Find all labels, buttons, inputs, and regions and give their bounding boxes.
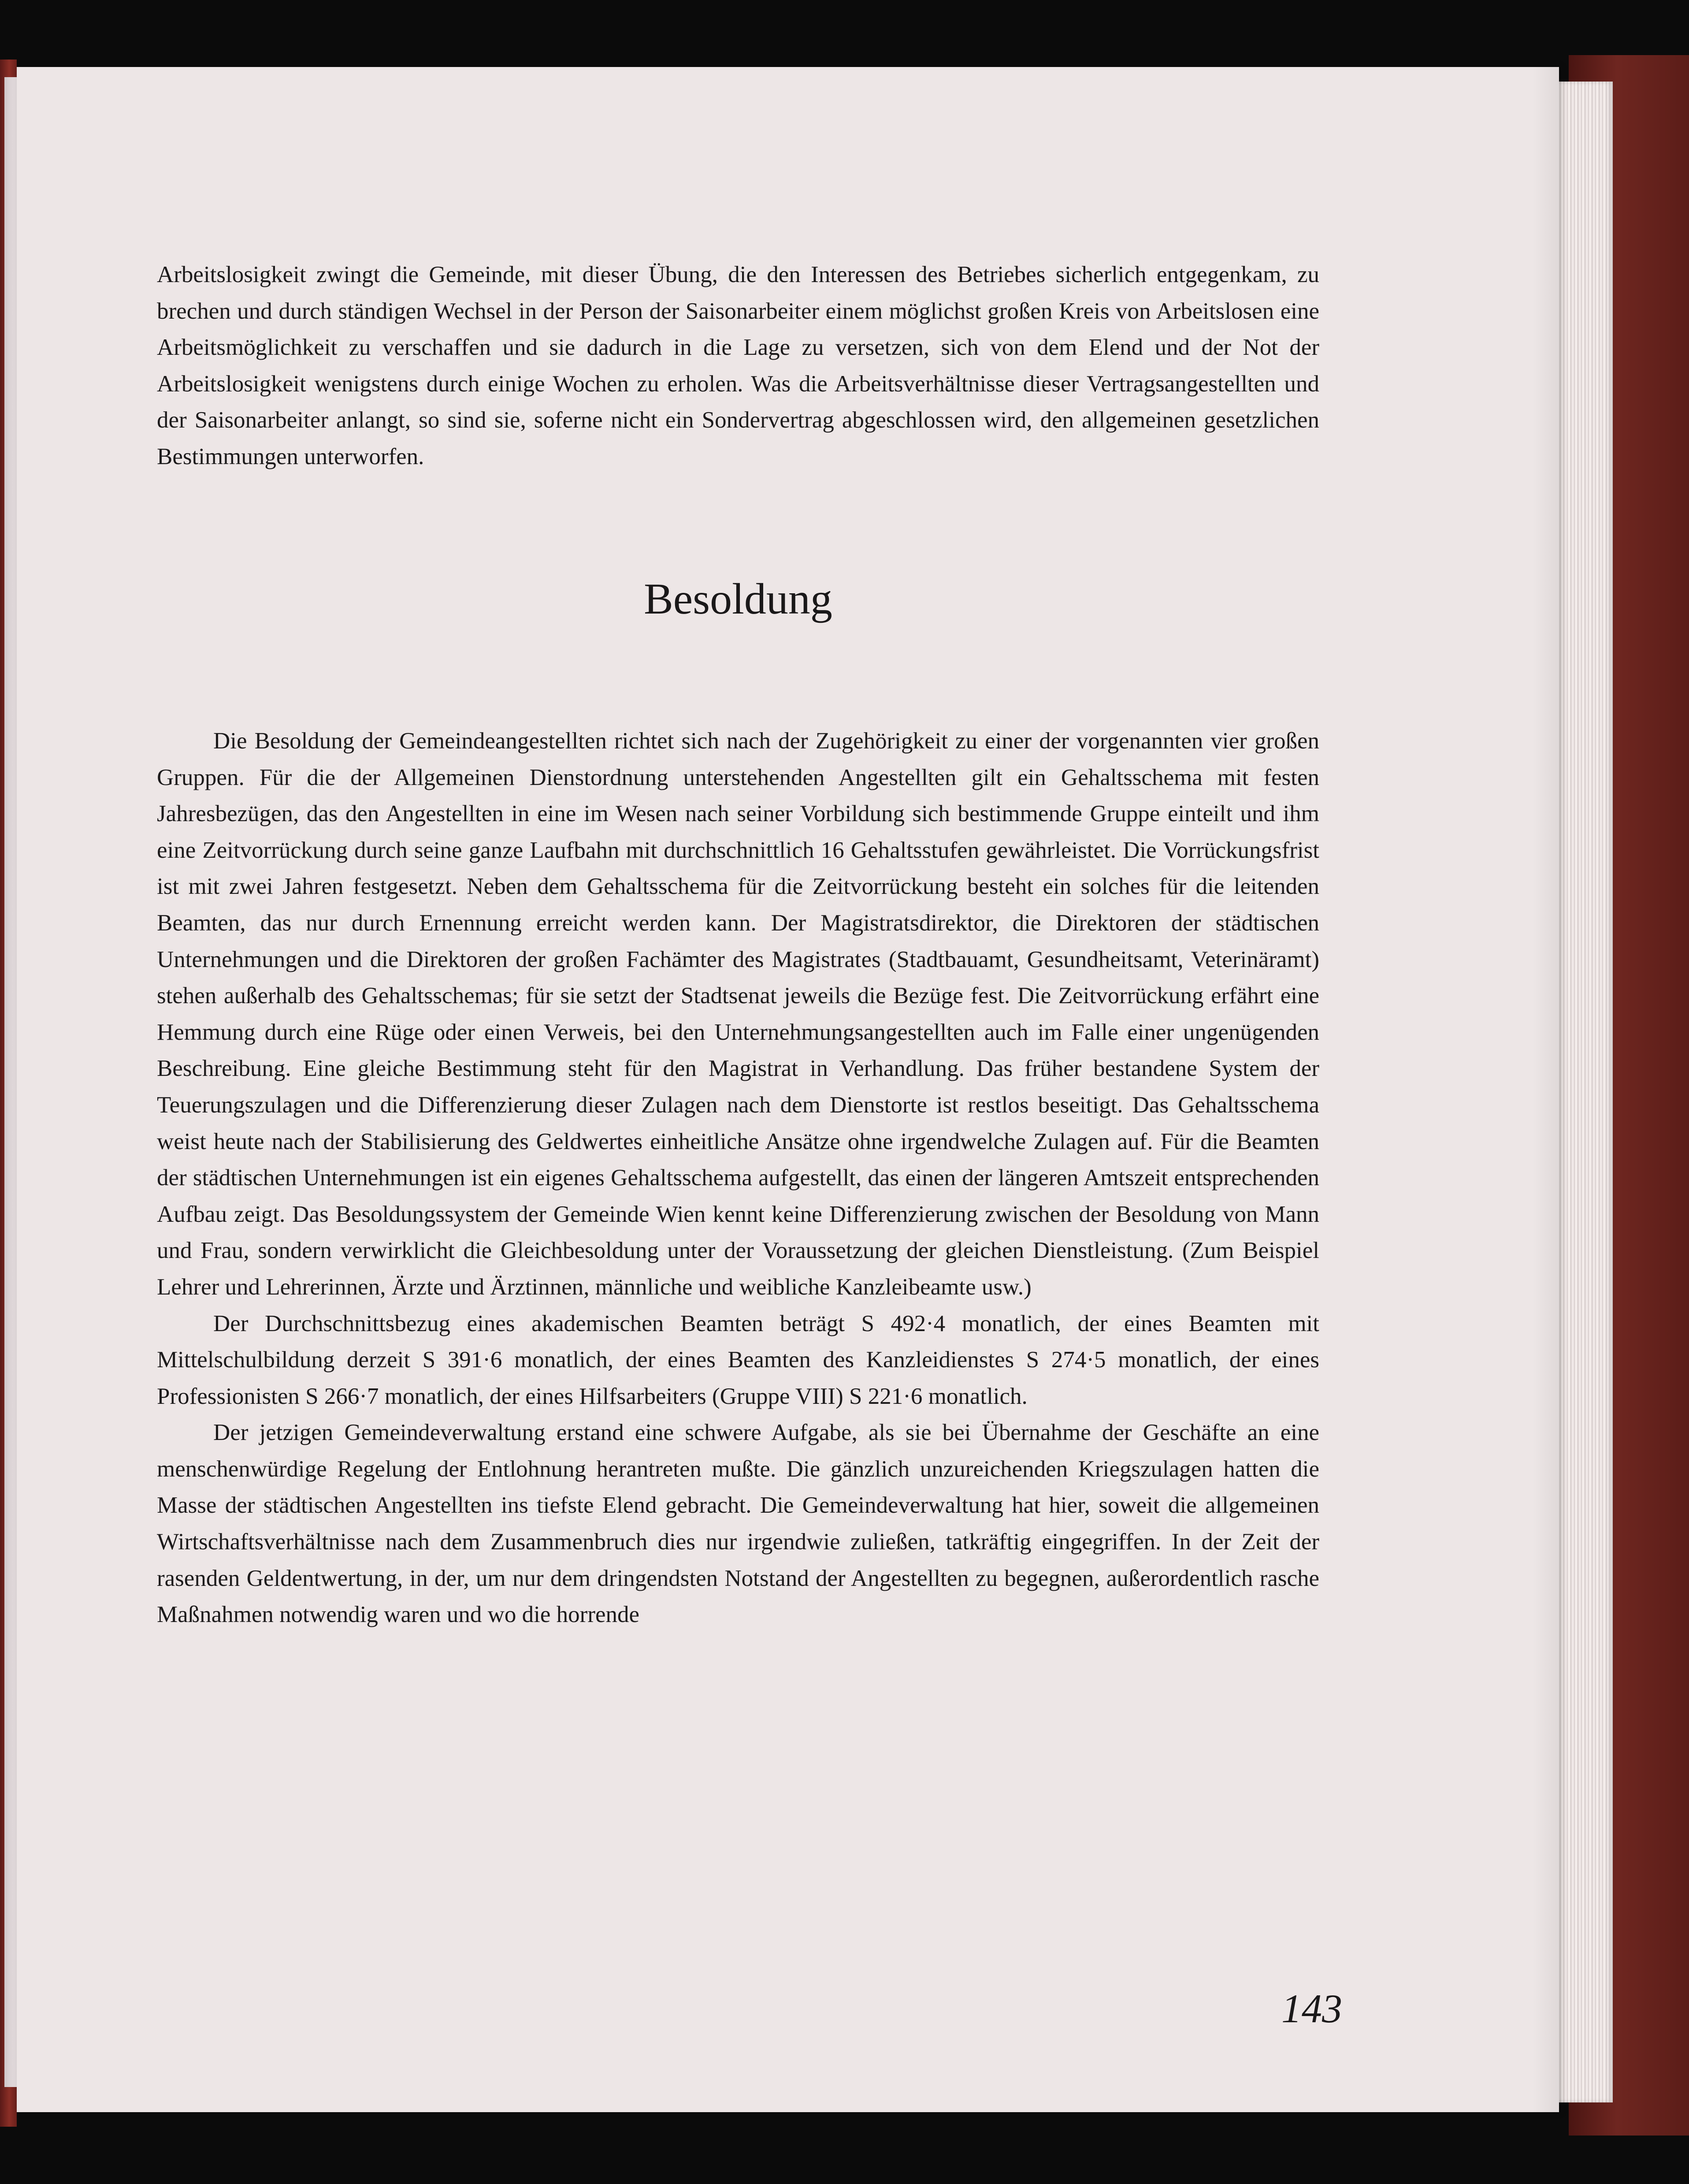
paragraph-besoldung-overview: Die Besoldung der Gemeindeangestellten richtet sich nach der Zugehörigkeit zu einer der vorgenannten vier großen Gruppen. Für die der Allgemeinen Dienstordnung unterstehenden Angestellten gilt ein Gehaltsschema mit festen Jahresbezügen, das den Angestellten in eine im Wesen nach seiner Vorbildung sich bestimmende Gruppe einteilt und ihm eine Zeitvorrückung durch seine ganze Laufbahn mit durchschnittlich 16 Gehaltsstufen gewährleistet. Die Vorrückungsfrist ist mit zwei Jahren festgesetzt. Neben dem Gehaltsschema für die Zeitvorrückung besteht ein solches für die leitenden Beamten, das nur durch Ernennung erreicht werden kann. Der Magistratsdirektor, die Direktoren der städtischen Unternehmungen und die Direktoren der großen Fachämter des Magistrates (Stadtbauamt, Gesundheitsamt, Veterinäramt) stehen außerhalb des Gehaltsschemas; für sie setzt der Stadtsenat jeweils die Bezüge fest. Die Zeitvorrückung erfährt eine Hemmung durch eine Rüge oder einen Verweis, bei den Unternehmungsangestellten auch im Falle einer ungenügenden Beschreibung. Eine gleiche Bestimmung steht für den Magistrat in Verhandlung. Das früher bestandene System der Teuerungszulagen und die Differenzierung dieser Zulagen nach dem Dienstorte ist restlos beseitigt. Das Gehaltsschema weist heute nach der Stabilisierung des Geldwertes einheitliche Ansätze ohne irgendwelche Zulagen auf. Für die Beamten der städtischen Unternehmungen ist ein eigenes Gehaltsschema aufgestellt, das einen der längeren Amtszeit entsprechenden Aufbau zeigt. Das Besoldungssystem der Gemeinde Wien kennt keine Differenzierung zwischen der Besoldung von Mann und Frau, sondern verwirklicht die Gleichbesoldung unter der Voraussetzung der gleichen Dienstleistung. (Zum Beispiel Lehrer und Lehrerinnen, Ärzte und Ärztinnen, männliche und weibliche Kanzleibeamte usw.) [157, 728, 1319, 1300]
paragraph-administration-task: Der jetzigen Gemeindeverwaltung erstand eine schwere Aufgabe, als sie bei Übernahme der Geschäfte an eine menschenwürdige Regelung der Entlohnung herantreten mußte. Die gänzlich unzureichenden Kriegszulagen hatten die Masse der städtischen Angestellten ins tiefste Elend gebracht. Die Gemeindeverwaltung hat hier, soweit die allgemeinen Wirtschaftsverhältnisse nach dem Zusammenbruch dies nur irgendwie zuließen, tatkräftig eingegriffen. In der Zeit der rasenden Geldentwertung, in der, um nur dem dringendsten Notstand der Angestellten zu begegnen, außerordentlich rasche Maßnahmen notwendig waren und wo die horrende [157, 1420, 1319, 1628]
intro-paragraph: Arbeitslosigkeit zwingt die Gemeinde, mit dieser Übung, die den Interessen des Betriebes sicherlich entgegenkam, zu brechen und durch ständigen Wechsel in der Person der Saisonarbeiter einem möglichst großen Kreis von Arbeitslosen eine Arbeitsmöglichkeit zu verschaffen und sie dadurch in die Lage zu versetzen, sich von dem Elend und der Not der Arbeitslosigkeit wenigstens durch einige Wochen zu erholen. Was die Arbeitsverhältnisse dieser Vertragsangestellten und der Saisonarbeiter anlangt, so sind sie, soferne nicht ein Sondervertrag abgeschlossen wird, den allgemeinen gesetzlichen Bestimmungen unterworfen. [157, 262, 1319, 469]
section-heading: Besoldung [644, 574, 832, 623]
intro-paragraph-block [157, 257, 1319, 475]
book-page [17, 67, 1559, 2112]
body-text-block [157, 723, 1319, 1633]
left-page-edge [4, 77, 17, 2087]
paragraph-average-salaries: Der Durchschnittsbezug eines akademischen Beamten beträgt S 492·4 monatlich, der eines Beamten mit Mittelschulbildung derzeit S 391·6 monatlich, der eines Beamten des Kanzleidienstes S 274·5 monatlich, der eines Professionisten S 266·7 monatlich, der eines Hilfsarbeiters (Gruppe VIII) S 221·6 monatlich. [157, 1310, 1319, 1409]
page-number: 143 [1281, 1986, 1342, 2031]
